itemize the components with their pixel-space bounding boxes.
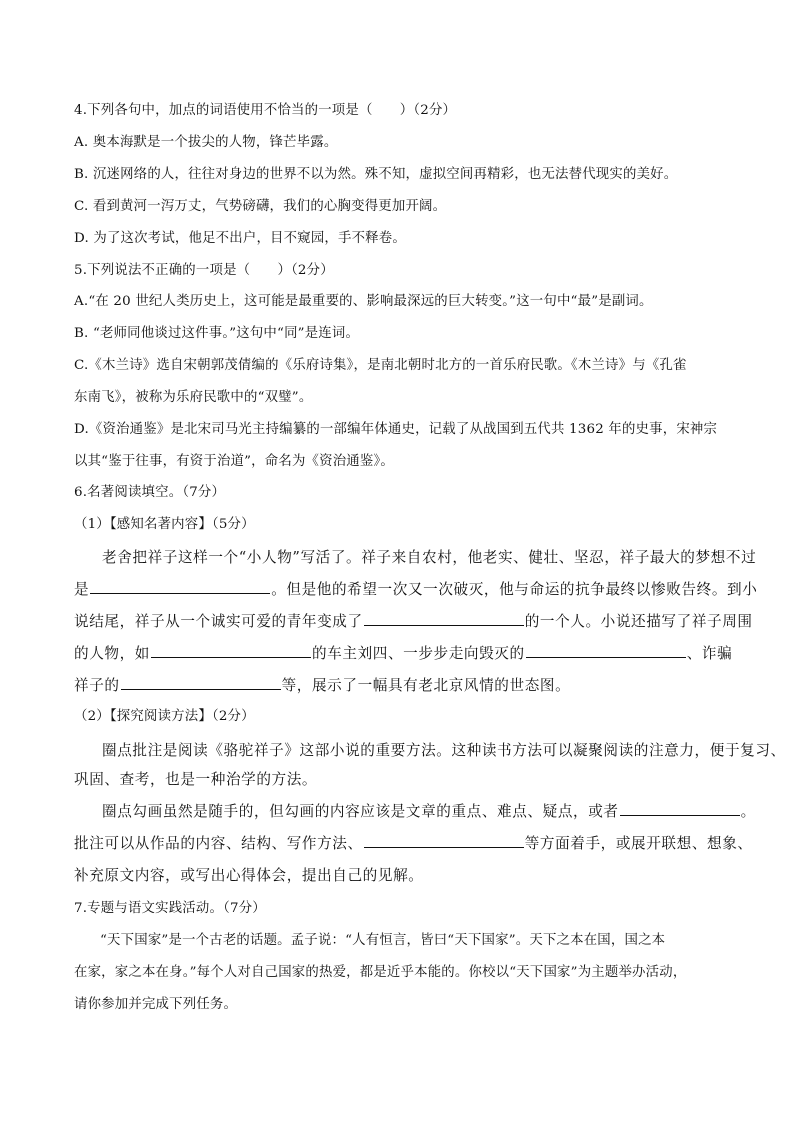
question-7-paragraph-line-3: 请你参加并完成下列任务。 xyxy=(74,997,238,1012)
question-6-paragraph-1-line-2 xyxy=(74,578,758,602)
question-7-stem: 7.专题与语文实践活动。（7分） xyxy=(74,901,266,916)
text-segment: 是 xyxy=(74,581,90,598)
fill-in-blank-5[interactable] xyxy=(121,675,281,690)
question-4-option-c: C. 看到黄河一泻万丈，气势磅礴，我们的心胸变得更加开阔。 xyxy=(74,199,447,214)
question-6-part-2-title: （2）【探究阅读方法】（2分） xyxy=(74,709,255,724)
question-6-paragraph-3-line-1 xyxy=(102,800,756,824)
text-segment: 圈点勾画虽然是随手的，但勾画的内容应该是文章的重点、难点、疑点，或者 xyxy=(102,803,619,820)
text-segment: 等，展示了一幅具有老北京风情的世态图。 xyxy=(281,677,571,694)
question-6-paragraph-1-line-1: 老舍把祥子这样一个“小人物”写活了。祥子来自农村，他老实、健壮、坚忍，祥子最大的梦想不过 xyxy=(102,549,757,566)
question-4-stem: 4.下列各句中，加点的词语使用不恰当的一项是（ ）（2分） xyxy=(74,103,457,118)
question-5-option-d-line-2: 以其“鉴于往事，有资于治道”，命名为《资治通鉴》。 xyxy=(74,454,394,469)
question-6-paragraph-1-line-5 xyxy=(74,674,724,698)
question-6-paragraph-1-line-4 xyxy=(74,642,733,666)
question-7-paragraph-line-2: 在家，家之本在身。”每个人对自己国家的热爱，都是近乎本能的。你校以“天下国家”为主题举办活动， xyxy=(74,965,687,980)
question-5-option-d-line-1: D.《资治通鉴》是北宋司马光主持编纂的一部编年体通史，记载了从战国到五代共 1362 年的史事，宋神宗 xyxy=(74,422,718,437)
question-5-stem: 5.下列说法不正确的一项是（ ）（2分） xyxy=(74,263,334,278)
question-7-paragraph-line-1: “天下国家”是一个古老的话题。孟子说：“人有恒言，皆曰“天下国家”。天下之本在国，国之本 xyxy=(100,933,666,948)
fill-in-blank-7[interactable] xyxy=(364,833,524,848)
fill-in-blank-3[interactable] xyxy=(151,643,311,658)
question-4-option-a: A. 奥本海默是一个拔尖的人物，锋芒毕露。 xyxy=(74,135,338,150)
text-segment: 。 xyxy=(740,803,756,820)
question-5-option-c-line-1: C.《木兰诗》选自宋朝郭茂倩编的《乐府诗集》，是南北朝时北方的一首乐府民歌。《木兰诗》与《孔雀 xyxy=(74,358,687,373)
text-segment: 。但是他的希望一次又一次破灭，他与命运的抗争最终以惨败告终。到小 xyxy=(271,581,758,598)
fill-in-blank-1[interactable] xyxy=(90,579,270,594)
text-segment: 等方面着手，或展开联想、想象、 xyxy=(524,835,753,852)
text-segment: 说结尾，祥子从一个诚实可爱的青年变成了 xyxy=(74,613,363,630)
text-segment: 的人物，如 xyxy=(74,645,150,662)
question-4-option-b: B. 沉迷网络的人，往往对身边的世界不以为然。殊不知，虚拟空间再精彩，也无法替代现实的美好。 xyxy=(74,167,678,182)
question-5-option-a: A.“在 20 世纪人类历史上，这可能是最重要的、影响最深远的巨大转变。”这一句中“最”是副词。 xyxy=(74,294,653,309)
text-segment: 、诈骗 xyxy=(686,645,733,662)
text-segment: 的车主刘四、一步步走向毁灭的 xyxy=(311,645,525,662)
question-4-option-d: D. 为了这次考试，他足不出户，目不窥园，手不释卷。 xyxy=(74,231,406,246)
fill-in-blank-4[interactable] xyxy=(526,643,686,658)
question-6-paragraph-1-line-3 xyxy=(74,610,753,634)
question-6-paragraph-2-line-1: 圈点批注是阅读《骆驼祥子》这部小说的重要方法。这种读书方法可以凝聚阅读的注意力，便于复习、 xyxy=(102,742,786,759)
text-segment: 的一个人。小说还描写了祥子周围 xyxy=(524,613,753,630)
question-6-paragraph-3-line-2 xyxy=(74,832,753,856)
text-segment: 祥子的 xyxy=(74,677,120,694)
question-5-option-c-line-2: 东南飞》，被称为乐府民歌中的“双璧”。 xyxy=(74,390,313,405)
question-5-option-b: B. “老师同他谈过这件事。”这句中“同”是连词。 xyxy=(74,326,360,341)
fill-in-blank-6[interactable] xyxy=(620,801,740,816)
fill-in-blank-2[interactable] xyxy=(364,611,524,626)
text-segment: 批注可以从作品的内容、结构、写作方法、 xyxy=(74,835,363,852)
question-6-paragraph-3-line-3: 补充原文内容，或写出心得体会，提出自己的见解。 xyxy=(74,867,424,884)
question-6-paragraph-2-line-2: 巩固、查考，也是一种治学的方法。 xyxy=(74,771,318,788)
question-6-part-1-title: （1）【感知名著内容】（5分） xyxy=(74,517,255,532)
question-6-stem: 6.名著阅读填空。（7分） xyxy=(74,485,226,500)
